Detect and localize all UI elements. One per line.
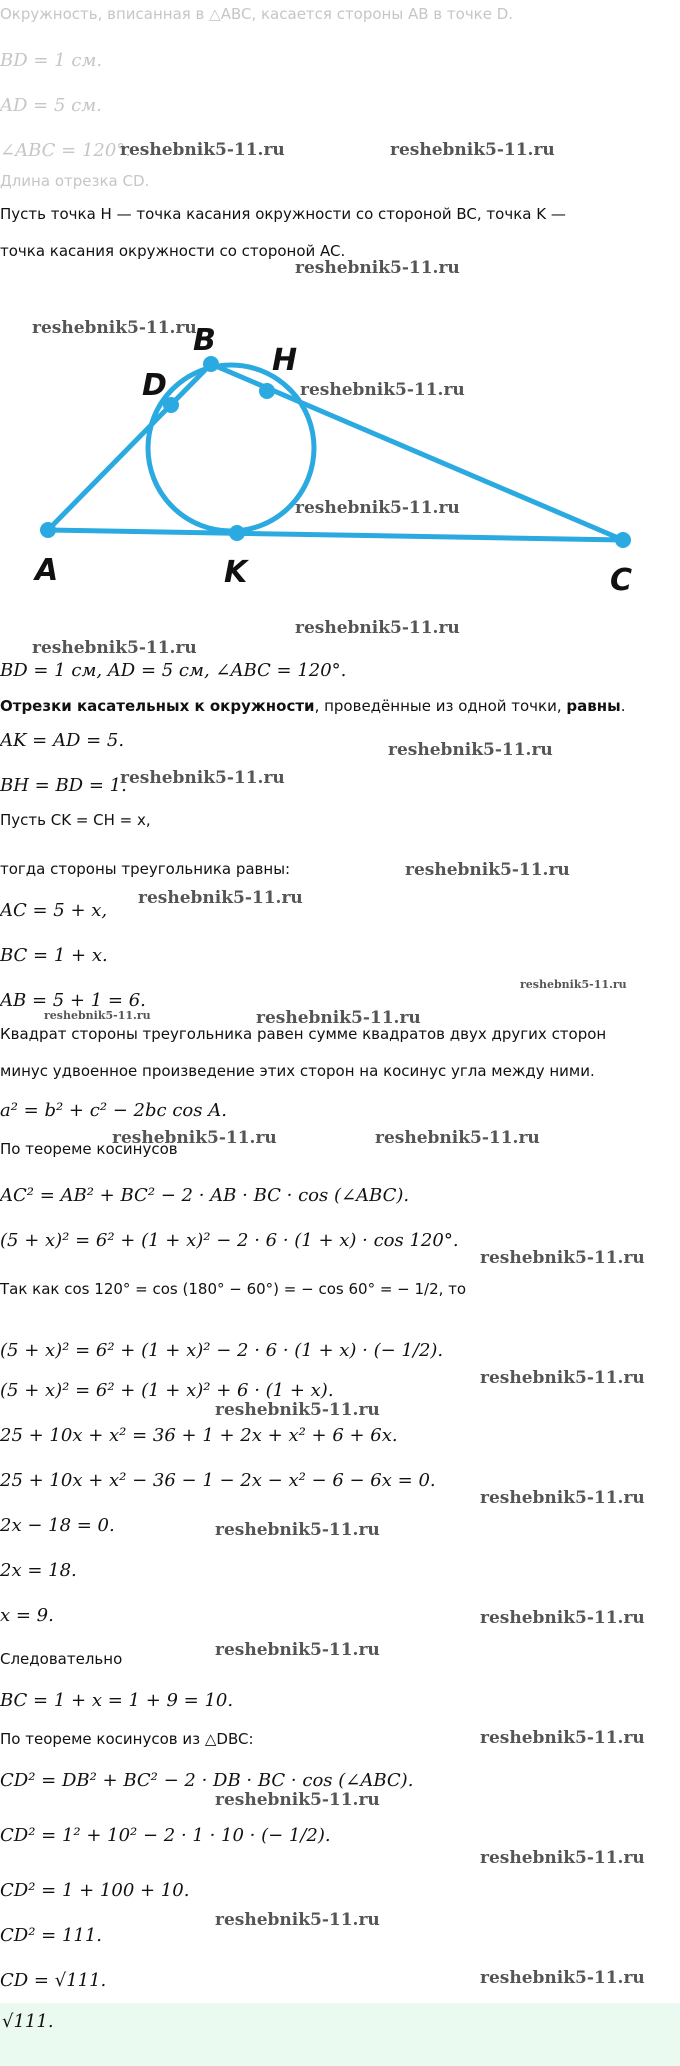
solution-line: AK = AD = 5. [0,730,125,751]
watermark: reshebnik5-11.ru [295,498,460,518]
solution-line: Пусть CK = CH = x, [0,811,151,829]
watermark: reshebnik5-11.ru [388,740,553,760]
watermark: reshebnik5-11.ru [405,860,570,880]
solution-line: тогда стороны треугольника равны: [0,860,291,878]
solution-line: CD = √111. [0,1970,107,1991]
solution-line: 2x = 18. [0,1560,77,1581]
intro-line-1: Пусть точка H — точка касания окружности со стороной BC, точка K — [0,205,566,223]
solution-line: минус удвоенное произведение этих сторон на косинус угла между ними. [0,1062,595,1080]
solution-line: 25 + 10x + x² = 36 + 1 + 2x + x² + 6 + 6x. [0,1425,398,1446]
inscribed-circle [148,365,314,531]
solution-line: (5 + x)² = 6² + (1 + x)² − 2 · 6 · (1 + x) · (− 1/2). [0,1340,444,1361]
solution-line: BC = 1 + x. [0,945,108,966]
given-angle: ∠ABC = 120°. [0,140,132,161]
watermark: reshebnik5-11.ru [480,1728,645,1748]
watermark: reshebnik5-11.ru [44,1009,151,1022]
solution-line: По теореме косинусов из △DBC: [0,1730,254,1748]
watermark: reshebnik5-11.ru [480,1248,645,1268]
solution-line: (5 + x)² = 6² + (1 + x)² + 6 · (1 + x). [0,1380,334,1401]
label-h: H [272,343,298,378]
watermark: reshebnik5-11.ru [215,1910,380,1930]
label-k: K [224,555,248,590]
solution-line: AC² = AB² + BC² − 2 · AB · BC · cos (∠ABC). [0,1185,410,1206]
watermark: reshebnik5-11.ru [32,638,197,658]
watermark: reshebnik5-11.ru [112,1128,277,1148]
solution-line: AC = 5 + x, [0,900,108,921]
tangent-rule-bold: Отрезки касательных к окружности [0,697,315,715]
solution-line: CD² = DB² + BC² − 2 · DB · BC · cos (∠ABC). [0,1770,414,1791]
solution-line: Квадрат стороны треугольника равен сумме квадратов двух других сторон [0,1025,607,1043]
label-d: D [142,368,167,403]
answer-box [0,2003,680,2066]
solution-line: (5 + x)² = 6² + (1 + x)² − 2 · 6 · (1 + x) · cos 120°. [0,1230,459,1251]
given-bd: BD = 1 см. [0,50,103,71]
triangle-figure [0,300,680,600]
watermark: reshebnik5-11.ru [480,1368,645,1388]
solution-line: x = 9. [0,1605,54,1626]
watermark: reshebnik5-11.ru [120,140,285,160]
solution-line: BH = BD = 1. [0,775,127,796]
tangent-rule [0,697,680,715]
solution-line: 25 + 10x + x² − 36 − 1 − 2x − x² − 6 − 6x = 0. [0,1470,436,1491]
solution-line: Следовательно [0,1650,123,1668]
watermark: reshebnik5-11.ru [138,888,303,908]
tangent-rule-tail: . [620,697,626,715]
solution-line: BD = 1 см, AD = 5 см, ∠ABC = 120°. [0,660,347,681]
point-c [615,532,631,548]
intro-line-2: точка касания окружности со стороной AC. [0,242,346,260]
label-b: B [193,323,216,358]
point-k [229,525,245,541]
watermark: reshebnik5-11.ru [215,1640,380,1660]
point-a [40,522,56,538]
watermark: reshebnik5-11.ru [256,1008,421,1028]
point-h [259,383,275,399]
watermark: reshebnik5-11.ru [32,318,197,338]
label-c: C [610,563,633,598]
tangent-rule-middle: , проведённые из одной точки, [314,697,567,715]
watermark: reshebnik5-11.ru [390,140,555,160]
watermark: reshebnik5-11.ru [480,1608,645,1628]
watermark: reshebnik5-11.ru [375,1128,540,1148]
solution-line: a² = b² + c² − 2bc cos A. [0,1100,227,1121]
watermark: reshebnik5-11.ru [295,258,460,278]
watermark: reshebnik5-11.ru [120,768,285,788]
solution-line: CD² = 1 + 100 + 10. [0,1880,190,1901]
given-find: Длина отрезка CD. [0,172,150,190]
watermark: reshebnik5-11.ru [295,618,460,638]
label-a: A [35,553,59,588]
solution-line: CD² = 111. [0,1925,103,1946]
watermark: reshebnik5-11.ru [520,978,627,991]
given-ad: AD = 5 см. [0,95,102,116]
solution-line: AB = 5 + 1 = 6. [0,990,146,1011]
watermark: reshebnik5-11.ru [480,1488,645,1508]
answer-value: √111. [2,2011,54,2032]
watermark: reshebnik5-11.ru [215,1520,380,1540]
point-b [203,356,219,372]
solution-line: Так как cos 120° = cos (180° − 60°) = − cos 60° = − 1/2, то [0,1280,467,1298]
solution-line: BC = 1 + x = 1 + 9 = 10. [0,1690,234,1711]
watermark: reshebnik5-11.ru [480,1848,645,1868]
watermark: reshebnik5-11.ru [300,380,465,400]
solution-line: По теореме косинусов [0,1140,178,1158]
given-statement: Окружность, вписанная в △ABC, касается стороны AB в точке D. [0,5,514,23]
tangent-rule-bold-end: равны [566,697,621,715]
watermark: reshebnik5-11.ru [215,1790,380,1810]
solution-line: 2x − 18 = 0. [0,1515,115,1536]
watermark: reshebnik5-11.ru [480,1968,645,1988]
solution-line: CD² = 1² + 10² − 2 · 1 · 10 · (− 1/2). [0,1825,331,1846]
watermark: reshebnik5-11.ru [215,1400,380,1420]
